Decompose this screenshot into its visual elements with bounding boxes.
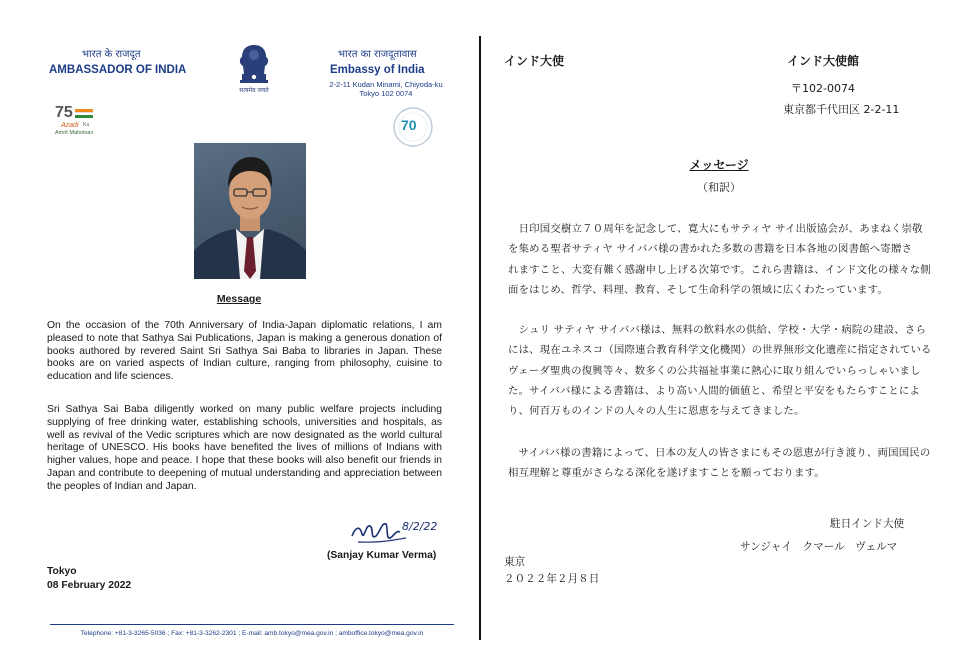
jp-signatory-name: サンジャイ クマール ヴェルマ bbox=[740, 541, 898, 553]
emblem-motto: सत्यमेव जयते bbox=[239, 87, 269, 94]
azadi-line-1: Azadi bbox=[61, 122, 79, 129]
jp-line: た。サイババ様による書籍は、より高い人間的価値と、希望と平安をもたらすことによ bbox=[508, 384, 921, 397]
page-divider bbox=[479, 36, 481, 640]
address-line-2: Tokyo 102 0074 bbox=[359, 89, 413, 98]
place: Tokyo bbox=[47, 566, 77, 577]
hindi-ambassador-title: भारत के राजदूत bbox=[82, 49, 141, 60]
jp-line: シュリ サティヤ サイババ様は、無料の飲料水の供給、学校・大学・病院の建設、さら bbox=[508, 324, 927, 336]
address-line-1: 2-2-11 Kudan Minami, Chiyoda-ku bbox=[329, 80, 443, 89]
signature bbox=[350, 516, 460, 548]
jp-line: を集める聖者サティヤ サイババ様の書かれた多数の書籍を日本各地の図書館へ寄贈さ bbox=[508, 243, 913, 256]
jp-paragraph-1 bbox=[508, 219, 948, 300]
jp-line: には、現在ユネスコ（国際連合教育科学文化機関）の世界無形文化遺産に指定されている bbox=[508, 344, 932, 357]
jp-line: り、何百万ものインドの人々の人生に恩恵を与えてきました。 bbox=[508, 405, 805, 418]
message-heading: Message bbox=[216, 293, 262, 305]
jp-address: 東京都千代田区 2-2-11 bbox=[783, 103, 900, 116]
ambassador-title: AMBASSADOR OF INDIA bbox=[49, 64, 187, 76]
jp-signatory-title: 駐日インド大使 bbox=[830, 518, 905, 530]
jp-embassy-title: インド大使館 bbox=[787, 54, 860, 68]
jp-heading: メッセージ bbox=[689, 158, 749, 172]
anniversary-70-logo bbox=[392, 106, 434, 148]
footer-rule bbox=[50, 624, 454, 625]
english-paragraph-2: Sri Sathya Sai Baba diligently worked on many public welfare projects including supplying of free drinking water, establishing schools, universities and hospitals, as well as revival of the Vedic scriptures which are now designated as the world cultural heritage of UNESCO. His books have benefited the lives of millions of Indians with higher values, hope and peace. I hope that these books will also benefit our friends in Japan and contribute to deepening of mutual understanding and appreciation between the peoples of Indian and Japan. bbox=[47, 404, 442, 492]
jp-subheading: （和訳） bbox=[697, 181, 741, 194]
jp-line: れますこと、大変有難く感謝申し上げる次第です。これら書籍は、インド文化の様々な側 bbox=[508, 263, 931, 276]
jp-heading-block bbox=[484, 156, 954, 174]
azadi-ka-amrit-mahotsav-logo bbox=[53, 104, 115, 140]
hindi-embassy-title: भारत का राजदूतावास bbox=[338, 49, 417, 60]
jp-paragraph-3 bbox=[508, 443, 948, 484]
jp-line: ヴェーダ聖典の復興等々、数多くの公共福祉事業に熱心に取り組んでいらっしゃいまし bbox=[508, 364, 921, 377]
jp-line: 面をはじめ、哲学、料理、教育、そして生命科学の領域に広くわたっています。 bbox=[508, 283, 889, 296]
ambassador-portrait bbox=[194, 143, 306, 279]
jp-line: サイババ様の書籍によって、日本の友人の皆さまにもその恩恵が行き渡り、両国国民の bbox=[508, 447, 931, 459]
flag-green-stripe bbox=[75, 115, 93, 118]
japanese-letter bbox=[484, 0, 954, 672]
jp-line: 相互理解と尊重がさらなる深化を遂げますことを願っております。 bbox=[508, 467, 825, 480]
azadi-number: 75 bbox=[55, 104, 73, 121]
signatory-name: (Sanjay Kumar Verma) bbox=[327, 550, 437, 561]
jp-postal-code: 〒102-0074 bbox=[791, 82, 855, 95]
footer-contact: Telephone: +81-3-3265-5036 ; Fax: +81-3-3262-2301 ; E-mail: amb.tokyo@mea.gov.in ; amboffice.tokyo@mea.gov.in bbox=[80, 630, 424, 637]
embassy-title: Embassy of India bbox=[330, 64, 425, 76]
jp-paragraph-2 bbox=[508, 320, 948, 421]
embassy-address bbox=[322, 80, 450, 98]
english-paragraph-1: On the occasion of the 70th Anniversary of India-Japan diplomatic relations, I am pleased to note that Sathya Sai Publications, Japan is making a generous donation of books authored by revered Saint Sri Sathya Sai Baba to libraries in Japan. These books are on varied aspects of Indian culture, ranging from philosophy, cuisine to education and life sciences. bbox=[47, 320, 442, 383]
jp-line: 日印国交樹立７０周年を記念して、寛大にもサティヤ サイ出版協会が、あまねく崇敬 bbox=[508, 223, 923, 235]
signature-date: 8/2/22 bbox=[402, 520, 438, 533]
jp-place: 東京 bbox=[504, 556, 526, 568]
azadi-line-2: Ka bbox=[83, 122, 90, 128]
anniversary-number: 70 bbox=[401, 117, 417, 133]
letter-date: 08 February 2022 bbox=[47, 580, 132, 591]
azadi-line-3: Amrit Mahotsav bbox=[55, 130, 94, 136]
jp-ambassador-title: インド大使 bbox=[504, 54, 565, 68]
national-emblem-icon bbox=[234, 40, 274, 100]
jp-date: ２０２２年２月８日 bbox=[504, 573, 600, 585]
